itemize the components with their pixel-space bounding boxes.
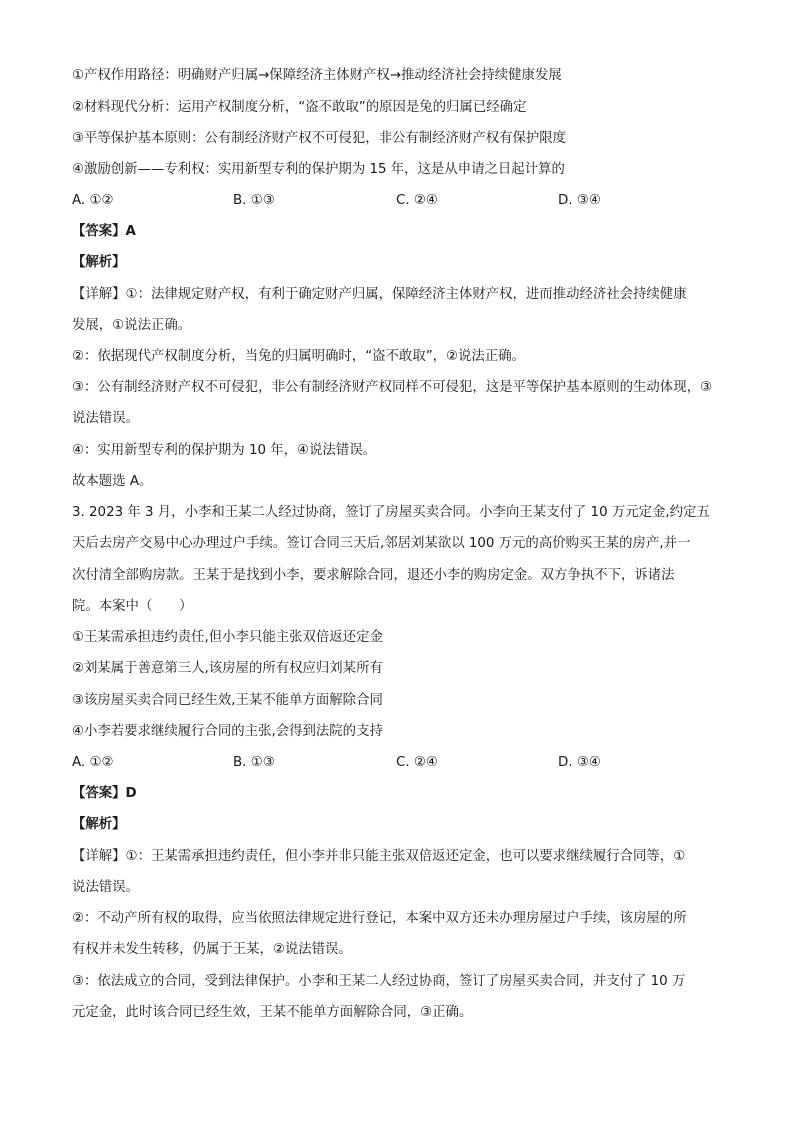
q3-choice-d: D. ③④ [558, 755, 601, 770]
q2-option-3: ③平等保护基本原则：公有制经济财产权不可侵犯，非公有制经济财产权有保护限度 [72, 131, 567, 146]
q3-analysis-label: 【解析】 [72, 817, 126, 832]
q2-option-4: ④激励创新——专利权：实用新型专利的保护期为 15 年，这是从申请之日起计算的 [72, 162, 565, 177]
q2-choices [72, 191, 692, 211]
q2-choice-c: C. ②④ [396, 193, 438, 208]
q3-choices [72, 753, 692, 773]
q3-detail-2: 说法错误。 [72, 880, 139, 895]
q3-option-3: ③该房屋买卖合同已经生效,王某不能单方面解除合同 [72, 693, 383, 708]
q3-answer: 【答案】D [72, 786, 137, 801]
q2-choice-b: B. ①③ [233, 193, 275, 208]
q2-choice-a: A. ①② [72, 193, 114, 208]
q3-stem-2: 天后去房产交易中心办理过户手续。签订合同三天后,邻居刘某欲以 100 万元的高价购买王某的房产,并一 [72, 536, 691, 551]
q2-choice-d: D. ③④ [558, 193, 601, 208]
q2-option-2: ②材料现代分析：运用产权制度分析，“盗不敢取”的原因是兔的归属已经确定 [72, 100, 527, 115]
q2-detail-2: 发展，①说法正确。 [72, 318, 192, 333]
q2-detail-4: ③：公有制经济财产权不可侵犯，非公有制经济财产权同样不可侵犯，这是平等保护基本原则的生动体现，③ [72, 380, 712, 395]
q3-detail-1: 【详解】①：王某需承担违约责任，但小李并非只能主张双倍返还定金，也可以要求继续履行合同等，① [72, 849, 686, 864]
q3-detail-3: ②：不动产所有权的取得，应当依照法律规定进行登记，本案中双方还未办理房屋过户手续，该房屋的所 [72, 911, 687, 926]
q2-analysis-label: 【解析】 [72, 255, 126, 270]
q2-detail-3: ②：依据现代产权制度分析，当兔的归属明确时，“盗不敢取”，②说法正确。 [72, 349, 525, 364]
q3-choice-c: C. ②④ [396, 755, 438, 770]
q3-option-1: ①王某需承担违约责任,但小李只能主张双倍返还定金 [72, 630, 383, 645]
q3-option-4: ④小李若要求继续履行合同的主张,会得到法院的支持 [72, 724, 383, 739]
q2-option-1: ①产权作用路径：明确财产归属→保障经济主体财产权→推动经济社会持续健康发展 [72, 68, 562, 83]
q3-stem-1: 3. 2023 年 3 月，小李和王某二人经过协商，签订了房屋买卖合同。小李向王某支付了 10 万元定金,约定五 [72, 505, 710, 520]
q3-stem-4: 院。本案中（ ） [72, 599, 193, 614]
q2-detail-6: ④：实用新型专利的保护期为 10 年，④说法错误。 [72, 443, 376, 458]
q3-detail-5: ③：依法成立的合同，受到法律保护。小李和王某二人经过协商，签订了房屋买卖合同，并支付了 10 万 [72, 974, 686, 989]
q3-choice-a: A. ①② [72, 755, 114, 770]
q3-choice-b: B. ①③ [233, 755, 275, 770]
q3-detail-4: 有权并未发生转移，仍属于王某，②说法错误。 [72, 942, 352, 957]
q2-detail-5: 说法错误。 [72, 411, 139, 426]
q3-stem-3: 次付清全部购房款。王某于是找到小李，要求解除合同，退还小李的购房定金。双方争执不下，诉诸法 [72, 568, 675, 583]
q2-answer: 【答案】A [72, 224, 136, 239]
q2-detail-1: 【详解】①：法律规定财产权，有利于确定财产归属，保障经济主体财产权，进而推动经济社会持续健康 [72, 287, 687, 302]
q3-detail-6: 元定金，此时该合同已经生效，王某不能单方面解除合同，③正确。 [72, 1005, 473, 1020]
q3-option-2: ②刘某属于善意第三人,该房屋的所有权应归刘某所有 [72, 661, 383, 676]
q2-conclusion: 故本题选 A。 [72, 474, 153, 489]
